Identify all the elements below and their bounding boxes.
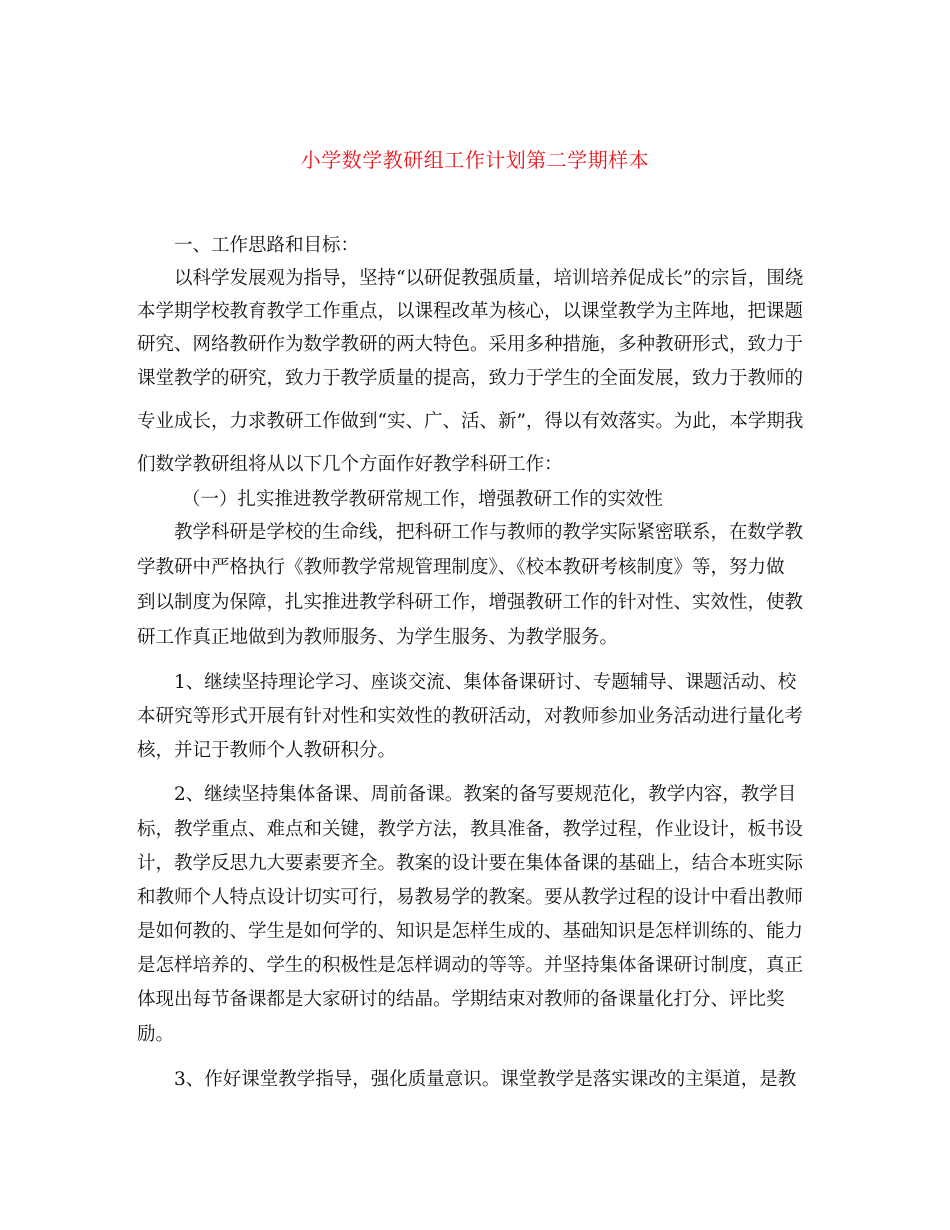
paragraph-line: 和教师个人特点设计切实可行，易教易学的教案。要从教学过程的设计中看出教师: [137, 887, 804, 908]
subsection-heading: （一）扎实推进教学教研常规工作，增强教研工作的实效性: [182, 489, 664, 510]
paragraph-line: 教学科研是学校的生命线，把科研工作与教师的教学实际紧密联系，在数学教: [174, 522, 804, 543]
paragraph-line: 核，并记于教师个人教研积分。: [137, 740, 397, 761]
paragraph-line: 2、继续坚持集体备课、周前备课。教案的备写要规范化，教学内容，教学目: [174, 784, 797, 805]
document-title: 小学数学教研组工作计划第二学期样本: [300, 148, 650, 172]
paragraph-line: 3、作好课堂教学指导，强化质量意识。课堂教学是落实课改的主渠道，是教: [174, 1069, 797, 1090]
paragraph-line: 研工作真正地做到为教师服务、为学生服务、为教学服务。: [137, 627, 619, 648]
paragraph-line: 计，教学反思九大要素要齐全。教案的设计要在集体备课的基础上，结合本班实际: [137, 853, 804, 874]
paragraph-line: 1、继续坚持理论学习、座谈交流、集体备课研讨、专题辅导、课题活动、校: [174, 672, 797, 693]
paragraph-line: 励。: [137, 1024, 175, 1045]
section-heading: 一、工作思路和目标：: [174, 235, 360, 256]
paragraph-line: 是如何教的、学生是如何学的、知识是怎样生成的、基础知识是怎样训练的、能力: [137, 921, 804, 942]
paragraph-line: 以科学发展观为指导，坚持“以研促教强质量，培训培养促成长”的宗旨，围绕: [174, 268, 804, 289]
paragraph-line: 到以制度为保障，扎实推进教学科研工作，增强教研工作的针对性、实效性，使教: [137, 592, 804, 613]
paragraph-line: 研究、网络教研作为数学教研的两大特色。采用多种措施，多种教研形式，致力于: [137, 334, 804, 355]
paragraph-line: 本学期学校教育教学工作重点，以课程改革为核心，以课堂教学为主阵地，把课题: [137, 301, 804, 322]
paragraph-line: 们数学教研组将从以下几个方面作好教学科研工作：: [137, 454, 563, 475]
paragraph-line: 学教研中严格执行《教师教学常规管理制度》、《校本教研考核制度》等，努力做: [137, 557, 785, 578]
paragraph-line: 专业成长，力求教研工作做到“实、广、活、新”，得以有效落实。为此，本学期我: [137, 411, 804, 432]
paragraph-line: 课堂教学的研究，致力于教学质量的提高，致力于学生的全面发展，致力于教师的: [137, 368, 804, 389]
paragraph-line: 标，教学重点、难点和关键，教学方法，教具准备，教学过程，作业设计，板书设: [137, 819, 804, 840]
paragraph-line: 是怎样培养的、学生的积极性是怎样调动的等等。并坚持集体备课研讨制度，真正: [137, 955, 804, 976]
paragraph-line: 体现出每节备课都是大家研讨的结晶。学期结束对教师的备课量化打分、评比奖: [137, 989, 785, 1010]
paragraph-line: 本研究等形式开展有针对性和实效性的教研活动，对教师参加业务活动进行量化考: [137, 706, 804, 727]
